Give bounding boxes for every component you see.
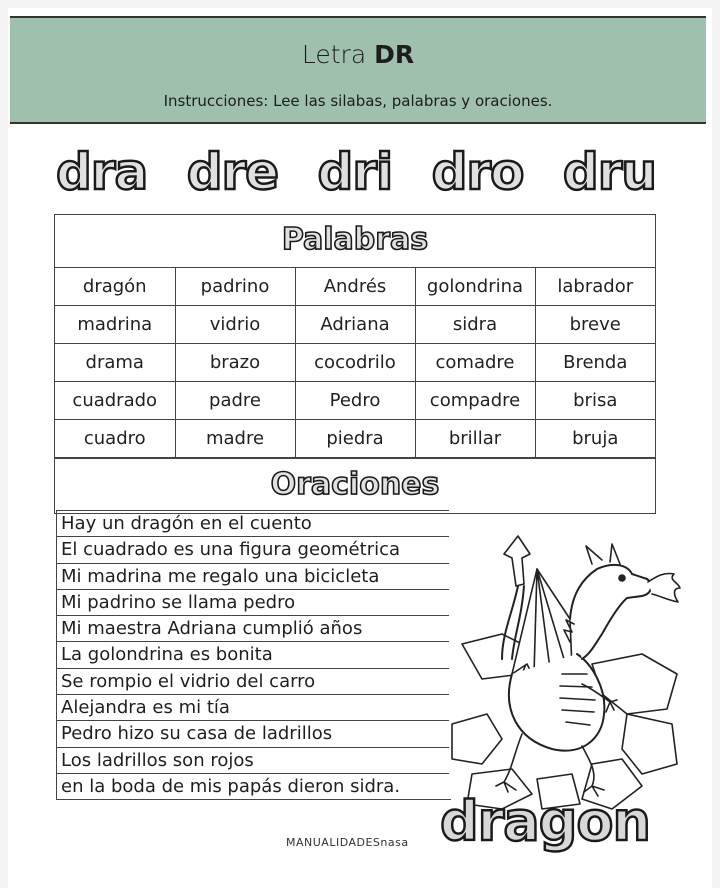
sentence-line: El cuadrado es una figura geométrica	[57, 537, 449, 563]
syllable: dri	[317, 143, 393, 201]
oraciones-list	[56, 510, 449, 800]
sentence-line: Hay un dragón en el cuento	[57, 511, 449, 537]
word-cell: sidra	[415, 306, 535, 344]
header-banner	[10, 16, 706, 124]
sentence-line: en la boda de mis papás dieron sidra.	[57, 774, 451, 800]
word-cell: Pedro	[295, 382, 415, 420]
word-cell: bruja	[535, 420, 655, 458]
sentence-line: Mi padrino se llama pedro	[57, 590, 449, 616]
word-cell: padre	[175, 382, 295, 420]
syllable: dro	[431, 143, 524, 201]
syllable: dru	[562, 143, 656, 201]
table-row	[55, 344, 655, 382]
syllable: dra	[56, 143, 148, 201]
sentence-line: Mi maestra Adriana cumplió años	[57, 616, 449, 642]
sentence-line: La golondrina es bonita	[57, 642, 449, 668]
table-row	[55, 306, 655, 344]
dragon-caption: dragon	[440, 790, 650, 853]
sentence-line: Mi madrina me regalo una bicicleta	[57, 564, 449, 590]
word-cell: compadre	[415, 382, 535, 420]
word-cell: cuadrado	[55, 382, 175, 420]
table-row	[55, 268, 655, 306]
oraciones-title: Oraciones	[55, 458, 655, 511]
word-cell: dragón	[55, 268, 175, 306]
word-cell: Brenda	[535, 344, 655, 382]
word-cell: piedra	[295, 420, 415, 458]
word-cell: Andrés	[295, 268, 415, 306]
credit-text: MANUALIDADESnasa	[286, 836, 409, 849]
word-cell: brillar	[415, 420, 535, 458]
syllable: dre	[186, 143, 279, 201]
title-letters: DR	[374, 40, 415, 69]
syllables-row	[56, 140, 656, 204]
word-cell: golondrina	[415, 268, 535, 306]
word-cell: cocodrilo	[295, 344, 415, 382]
palabras-table	[55, 267, 655, 458]
word-cell: brisa	[535, 382, 655, 420]
title-prefix: Letra	[301, 40, 367, 69]
word-cell: vidrio	[175, 306, 295, 344]
sentence-line: Alejandra es mi tía	[57, 695, 449, 721]
palabras-box	[54, 214, 656, 514]
instructions-text: Instrucciones: Lee las silabas, palabras y oraciones.	[163, 92, 553, 110]
sentence-line: Se rompio el vidrio del carro	[57, 669, 449, 695]
word-cell: labrador	[535, 268, 655, 306]
word-cell: Adriana	[295, 306, 415, 344]
word-cell: cuadro	[55, 420, 175, 458]
word-cell: brazo	[175, 344, 295, 382]
sentence-line: Pedro hizo su casa de ladrillos	[57, 721, 449, 747]
dragon-icon	[442, 524, 682, 814]
sentence-line: Los ladrillos son rojos	[57, 748, 449, 774]
table-row	[55, 382, 655, 420]
word-cell: breve	[535, 306, 655, 344]
palabras-title: Palabras	[281, 222, 429, 257]
table-row	[55, 420, 655, 458]
word-cell: comadre	[415, 344, 535, 382]
word-cell: drama	[55, 344, 175, 382]
word-cell: madre	[175, 420, 295, 458]
page-title	[10, 40, 706, 69]
word-cell: padrino	[175, 268, 295, 306]
word-cell: madrina	[55, 306, 175, 344]
